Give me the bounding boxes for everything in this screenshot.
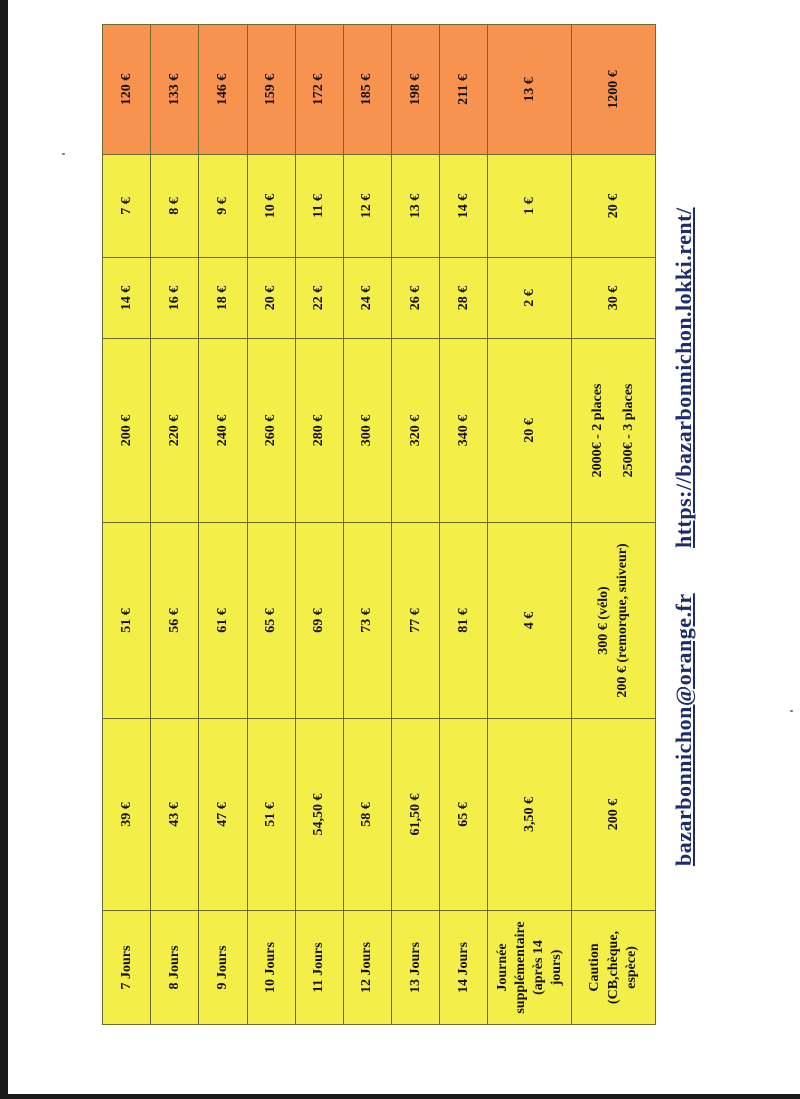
price-cell: 51 € [103, 523, 151, 719]
price-cell: 20 € [247, 258, 295, 339]
extra-day-label [488, 911, 572, 1025]
price-cell: 11 € [295, 155, 343, 258]
label-line: Journée [494, 943, 510, 992]
price-cell: 20 € [572, 155, 656, 258]
price-cell: 20 € [488, 339, 572, 523]
table-row [572, 25, 656, 1025]
price-cell: 7 € [103, 155, 151, 258]
price-cell: 280 € [295, 339, 343, 523]
scan-speck [790, 710, 793, 712]
price-cell: 51 € [247, 719, 295, 911]
price-cell: 28 € [440, 258, 488, 339]
duration-label: 9 Jours [199, 911, 247, 1025]
price-cell: 1 € [488, 155, 572, 258]
label-line: (après 14 [530, 940, 546, 995]
price-cell: 260 € [247, 339, 295, 523]
price-cell: 14 € [440, 155, 488, 258]
table-row [199, 25, 247, 1025]
duration-label: 7 Jours [103, 911, 151, 1025]
price-cell: 61,50 € [392, 719, 440, 911]
price-cell: 120 € [103, 25, 151, 155]
price-cell: 13 € [488, 25, 572, 155]
cell-line: 2500€ - 3 places [620, 383, 636, 478]
price-cell: 2 € [488, 258, 572, 339]
duration-label: 10 Jours [247, 911, 295, 1025]
price-cell: 8 € [151, 155, 199, 258]
price-cell: 4 € [488, 523, 572, 719]
price-cell: 13 € [392, 155, 440, 258]
price-cell: 320 € [392, 339, 440, 523]
label-line: supplémentaire [512, 921, 528, 1014]
table-row [247, 25, 295, 1025]
price-cell: 54,50 € [295, 719, 343, 911]
duration-label: 11 Jours [295, 911, 343, 1025]
price-cell: 211 € [440, 25, 488, 155]
table-row [440, 25, 488, 1025]
scan-speck [62, 153, 65, 155]
price-cell: 12 € [343, 155, 391, 258]
price-cell: 14 € [103, 258, 151, 339]
price-cell: 61 € [199, 523, 247, 719]
website-link[interactable]: https://bazarbonnichon.lokki.rent/ [671, 207, 696, 548]
price-cell: 172 € [295, 25, 343, 155]
deposit-bike-cell [572, 523, 656, 719]
price-cell: 69 € [295, 523, 343, 719]
scan-edge-left [0, 0, 8, 1099]
cell-line: 300 € (vélo) [596, 586, 612, 655]
label-line: (CB,chèque, [605, 930, 621, 1005]
email-link[interactable]: bazarbonnichon@orange.fr [671, 593, 696, 866]
price-cell: 240 € [199, 339, 247, 523]
price-cell: 65 € [440, 719, 488, 911]
duration-label: 13 Jours [392, 911, 440, 1025]
label-line: espèce) [623, 946, 639, 989]
duration-label: 8 Jours [151, 911, 199, 1025]
price-cell: 340 € [440, 339, 488, 523]
price-cell: 1200 € [572, 25, 656, 155]
label-line: Caution [587, 943, 603, 992]
price-cell: 200 € [572, 719, 656, 911]
table-row [295, 25, 343, 1025]
price-cell: 24 € [343, 258, 391, 339]
price-cell: 22 € [295, 258, 343, 339]
price-cell: 18 € [199, 258, 247, 339]
price-cell: 77 € [392, 523, 440, 719]
price-cell: 16 € [151, 258, 199, 339]
price-cell: 200 € [103, 339, 151, 523]
price-cell: 198 € [392, 25, 440, 155]
cell-line: 200 € (remorque, suiveur) [614, 543, 630, 698]
price-cell: 30 € [572, 258, 656, 339]
price-cell: 39 € [103, 719, 151, 911]
deposit-label [572, 911, 656, 1025]
table-row [488, 25, 572, 1025]
price-cell: 73 € [343, 523, 391, 719]
scan-edge-bottom [0, 1094, 800, 1099]
price-cell: 81 € [440, 523, 488, 719]
price-cell: 58 € [343, 719, 391, 911]
price-cell: 43 € [151, 719, 199, 911]
price-table-frame [102, 25, 656, 1025]
price-cell: 56 € [151, 523, 199, 719]
price-table [102, 24, 656, 1025]
price-cell: 26 € [392, 258, 440, 339]
duration-label: 12 Jours [343, 911, 391, 1025]
cell-line: 2000€ - 2 places [590, 383, 606, 478]
price-cell: 133 € [151, 25, 199, 155]
duration-label: 14 Jours [440, 911, 488, 1025]
price-cell: 220 € [151, 339, 199, 523]
label-line: jours) [548, 949, 564, 986]
price-cell: 185 € [343, 25, 391, 155]
price-cell: 9 € [199, 155, 247, 258]
table-row [151, 25, 199, 1025]
table-row [343, 25, 391, 1025]
price-cell: 47 € [199, 719, 247, 911]
price-cell: 65 € [247, 523, 295, 719]
table-row [103, 25, 151, 1025]
table-row [392, 25, 440, 1025]
price-cell: 3,50 € [488, 719, 572, 911]
price-cell: 146 € [199, 25, 247, 155]
price-cell: 10 € [247, 155, 295, 258]
deposit-seats-cell [572, 339, 656, 523]
price-cell: 300 € [343, 339, 391, 523]
price-cell: 159 € [247, 25, 295, 155]
